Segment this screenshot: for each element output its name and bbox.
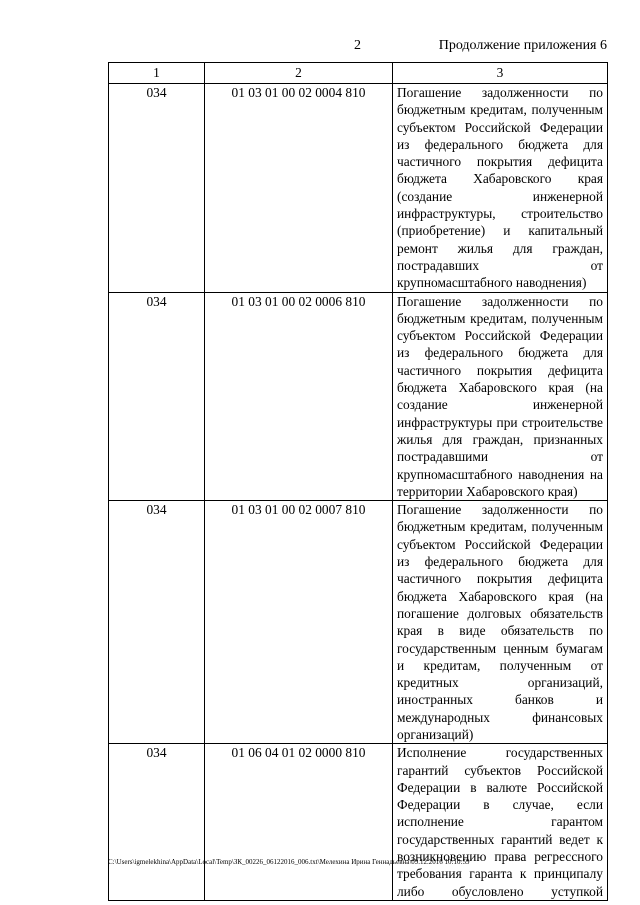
description-line: исполнение гарантом <box>397 814 603 830</box>
description-cell <box>393 501 608 744</box>
admin-code-cell: 034 <box>109 292 205 501</box>
description-line: государственным ценным бумагам <box>397 640 603 656</box>
description-line: частичного покрытия дефицита <box>397 362 603 378</box>
description-line: и кредитам, полученным от <box>397 657 603 673</box>
description-line: возникновению права регрессного <box>397 849 603 865</box>
kbk-code-cell: 01 03 01 00 02 0006 810 <box>205 292 393 501</box>
appendix-continuation-label: Продолжение приложения 6 <box>438 38 607 53</box>
description-line: государственных гарантий ведет к <box>397 831 603 847</box>
description-line: Погашение задолженности по <box>397 293 603 309</box>
column-header-1: 1 <box>109 63 205 84</box>
description-line: субъектом Российской Федерации <box>397 328 603 344</box>
description-cell <box>393 292 608 501</box>
description-line: частичного покрытия дефицита <box>397 154 603 170</box>
description-line: субъектом Российской Федерации <box>397 536 603 552</box>
budget-sources-table <box>108 62 608 901</box>
document-path-footer: C:\Users\igmelekhina\AppData\Local\Temp\ЗК_00226_06122016_006.txt\Мелехина Ирина Геннадьевна\09.12.2016 10:10:59 <box>108 858 470 866</box>
kbk-code-cell: 01 06 04 01 02 0000 810 <box>205 744 393 901</box>
description-line: пострадавших от <box>397 257 603 273</box>
description-line: бюджета Хабаровского края (на <box>397 380 603 396</box>
description-line: погашение долговых обязательств <box>397 605 603 621</box>
column-header-3: 3 <box>393 63 608 84</box>
description-line: бюджетным кредитам, полученным <box>397 310 603 326</box>
description-line: крупномасштабного наводнения) <box>397 275 587 291</box>
page-number: 2 <box>354 38 361 53</box>
description-line: Погашение задолженности по <box>397 502 603 518</box>
description-line: кредитных организаций, <box>397 675 603 691</box>
admin-code-cell: 034 <box>109 84 205 293</box>
description-line: ремонт жилья для граждан, <box>397 240 603 256</box>
description-line: жилья для граждан, признанных <box>397 431 603 447</box>
kbk-code-cell: 01 03 01 00 02 0004 810 <box>205 84 393 293</box>
description-line: субъектом Российской Федерации <box>397 119 603 135</box>
description-line: крупномасштабного наводнения на <box>397 466 603 482</box>
description-line: Федерации в случае, если <box>397 797 603 813</box>
description-line: (приобретение) и капитальный <box>397 223 603 239</box>
description-line: бюджетным кредитам, полученным <box>397 102 603 118</box>
table-row <box>109 292 608 501</box>
kbk-code-cell: 01 03 01 00 02 0007 810 <box>205 501 393 744</box>
description-line: либо обусловлено уступкой <box>397 883 603 899</box>
admin-code-cell: 034 <box>109 744 205 901</box>
description-line: территории Хабаровского края) <box>397 483 578 499</box>
description-line: требования гаранта к принципалу <box>397 866 603 882</box>
description-line: Федерации в валюте Российской <box>397 779 603 795</box>
description-cell <box>393 84 608 293</box>
description-line: пострадавшими от <box>397 449 603 465</box>
description-line: из федерального бюджета для <box>397 345 603 361</box>
description-line: инфраструктуры, строительство <box>397 206 603 222</box>
description-line: Погашение задолженности по <box>397 85 603 100</box>
admin-code-cell: 034 <box>109 501 205 744</box>
description-line: бюджетным кредитам, полученным <box>397 519 603 535</box>
description-line: из федерального бюджета для <box>397 136 603 152</box>
description-line: Исполнение государственных <box>397 745 603 761</box>
description-cell <box>393 744 608 901</box>
table-row <box>109 744 608 901</box>
column-header-2: 2 <box>205 63 393 84</box>
description-line: инфраструктуры при строительстве <box>397 414 603 430</box>
description-line: края в виде обязательств по <box>397 623 603 639</box>
description-line: частичного покрытия дефицита <box>397 571 603 587</box>
description-line: гарантий субъектов Российской <box>397 762 603 778</box>
description-line: иностранных банков и <box>397 692 603 708</box>
description-line: бюджета Хабаровского края (на <box>397 588 603 604</box>
description-line: международных финансовых <box>397 709 603 725</box>
description-line: из федерального бюджета для <box>397 554 603 570</box>
table-header-row <box>109 63 608 84</box>
description-line: бюджета Хабаровского края <box>397 171 603 187</box>
table-row <box>109 501 608 744</box>
description-line: (создание инженерной <box>397 188 603 204</box>
description-line: создание инженерной <box>397 397 603 413</box>
description-line: организаций) <box>397 726 474 742</box>
table-body <box>109 84 608 901</box>
table-row <box>109 84 608 293</box>
